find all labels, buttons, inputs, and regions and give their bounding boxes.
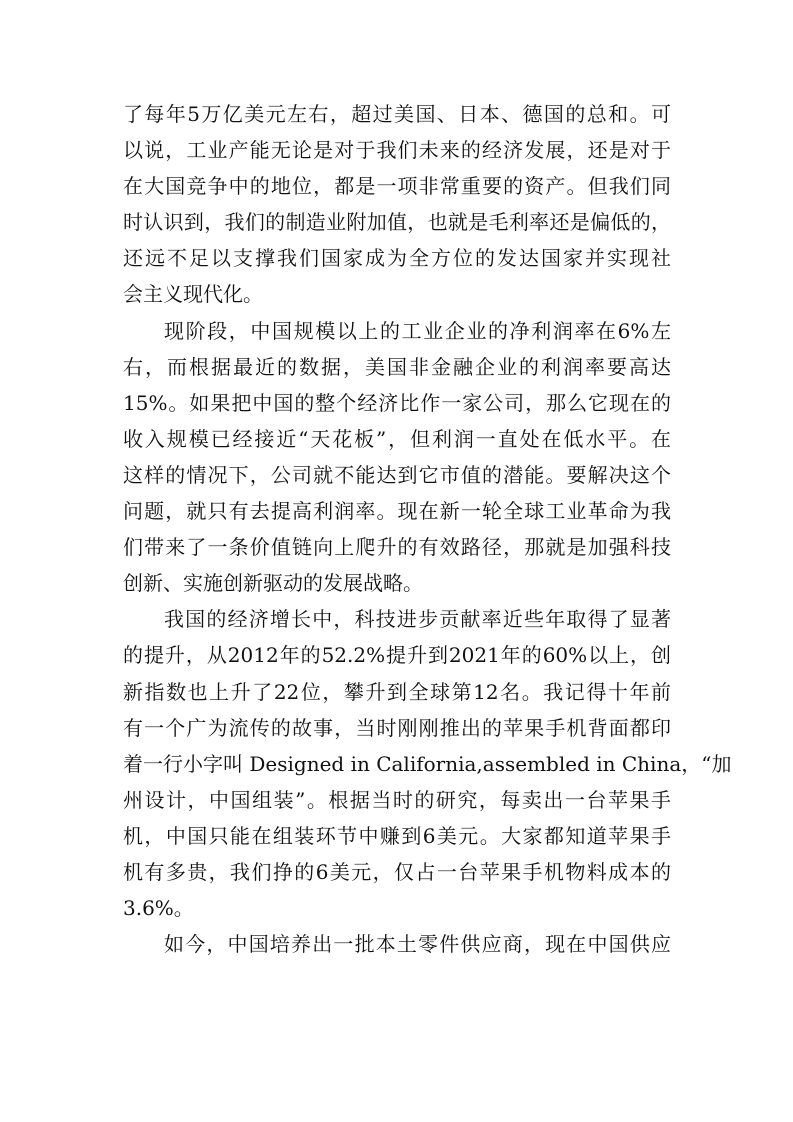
text-line: 时认识到，我们的制造业附加值，也就是毛利率还是偏低的，: [123, 210, 671, 235]
text-line: 还远不足以支撑我们国家成为全方位的发达国家并实现社: [123, 246, 671, 271]
text-line: 机有多贵，我们挣的6美元，仅占一台苹果手机物料成本的: [123, 859, 671, 884]
paragraph: [123, 926, 671, 962]
text-line: 着一行小字叫 Designed in California,assembled in China，“加: [123, 751, 732, 776]
text-line: 我国的经济增长中，科技进步贡献率近些年取得了显著: [164, 607, 671, 632]
text-line: 在大国竞争中的地位，都是一项非常重要的资产。但我们同: [123, 174, 671, 199]
paragraph: [123, 313, 671, 602]
text-line: 创新、实施创新驱动的发展战略。: [123, 571, 423, 596]
text-line: 问题，就只有去提高利润率。现在新一轮全球工业革命为我: [123, 499, 671, 524]
text-line: 州设计，中国组装”。根据当时的研究，每卖出一台苹果手: [123, 787, 671, 812]
text-line: 15%。如果把中国的整个经济比作一家公司，那么它现在的: [123, 390, 671, 415]
text-line: 会主义现代化。: [123, 282, 263, 307]
text-line: 们带来了一条价值链向上爬升的有效路径，那就是加强科技: [123, 535, 671, 560]
paragraph: [123, 96, 671, 313]
text-line: 有一个广为流传的故事，当时刚刚推出的苹果手机背面都印: [123, 715, 671, 740]
text-line: 了每年5万亿美元左右，超过美国、日本、德国的总和。可: [123, 102, 671, 126]
text-line: 如今，中国培养出一批本土零件供应商，现在中国供应: [164, 932, 671, 957]
text-line: 收入规模已经接近“天花板”，但利润一直处在低水平。在: [123, 426, 671, 451]
text-line: 右，而根据最近的数据，美国非金融企业的利润率要高达: [123, 354, 671, 379]
text-line: 机，中国只能在组装环节中赚到6美元。大家都知道苹果手: [123, 823, 671, 848]
text-line: 新指数也上升了22位，攀升到全球第12名。我记得十年前: [123, 679, 671, 704]
text-line: 3.6%。: [123, 896, 194, 921]
text-line: 这样的情况下，公司就不能达到它市值的潜能。要解决这个: [123, 462, 671, 487]
body-text: [123, 96, 732, 962]
text-line: 的提升，从2012年的52.2%提升到2021年的60%以上，创: [123, 643, 671, 668]
text-line: 现阶段，中国规模以上的工业企业的净利润率在6%左: [164, 318, 671, 343]
paragraph: [123, 601, 732, 926]
text-line: 以说，工业产能无论是对于我们未来的经济发展，还是对于: [123, 138, 671, 163]
